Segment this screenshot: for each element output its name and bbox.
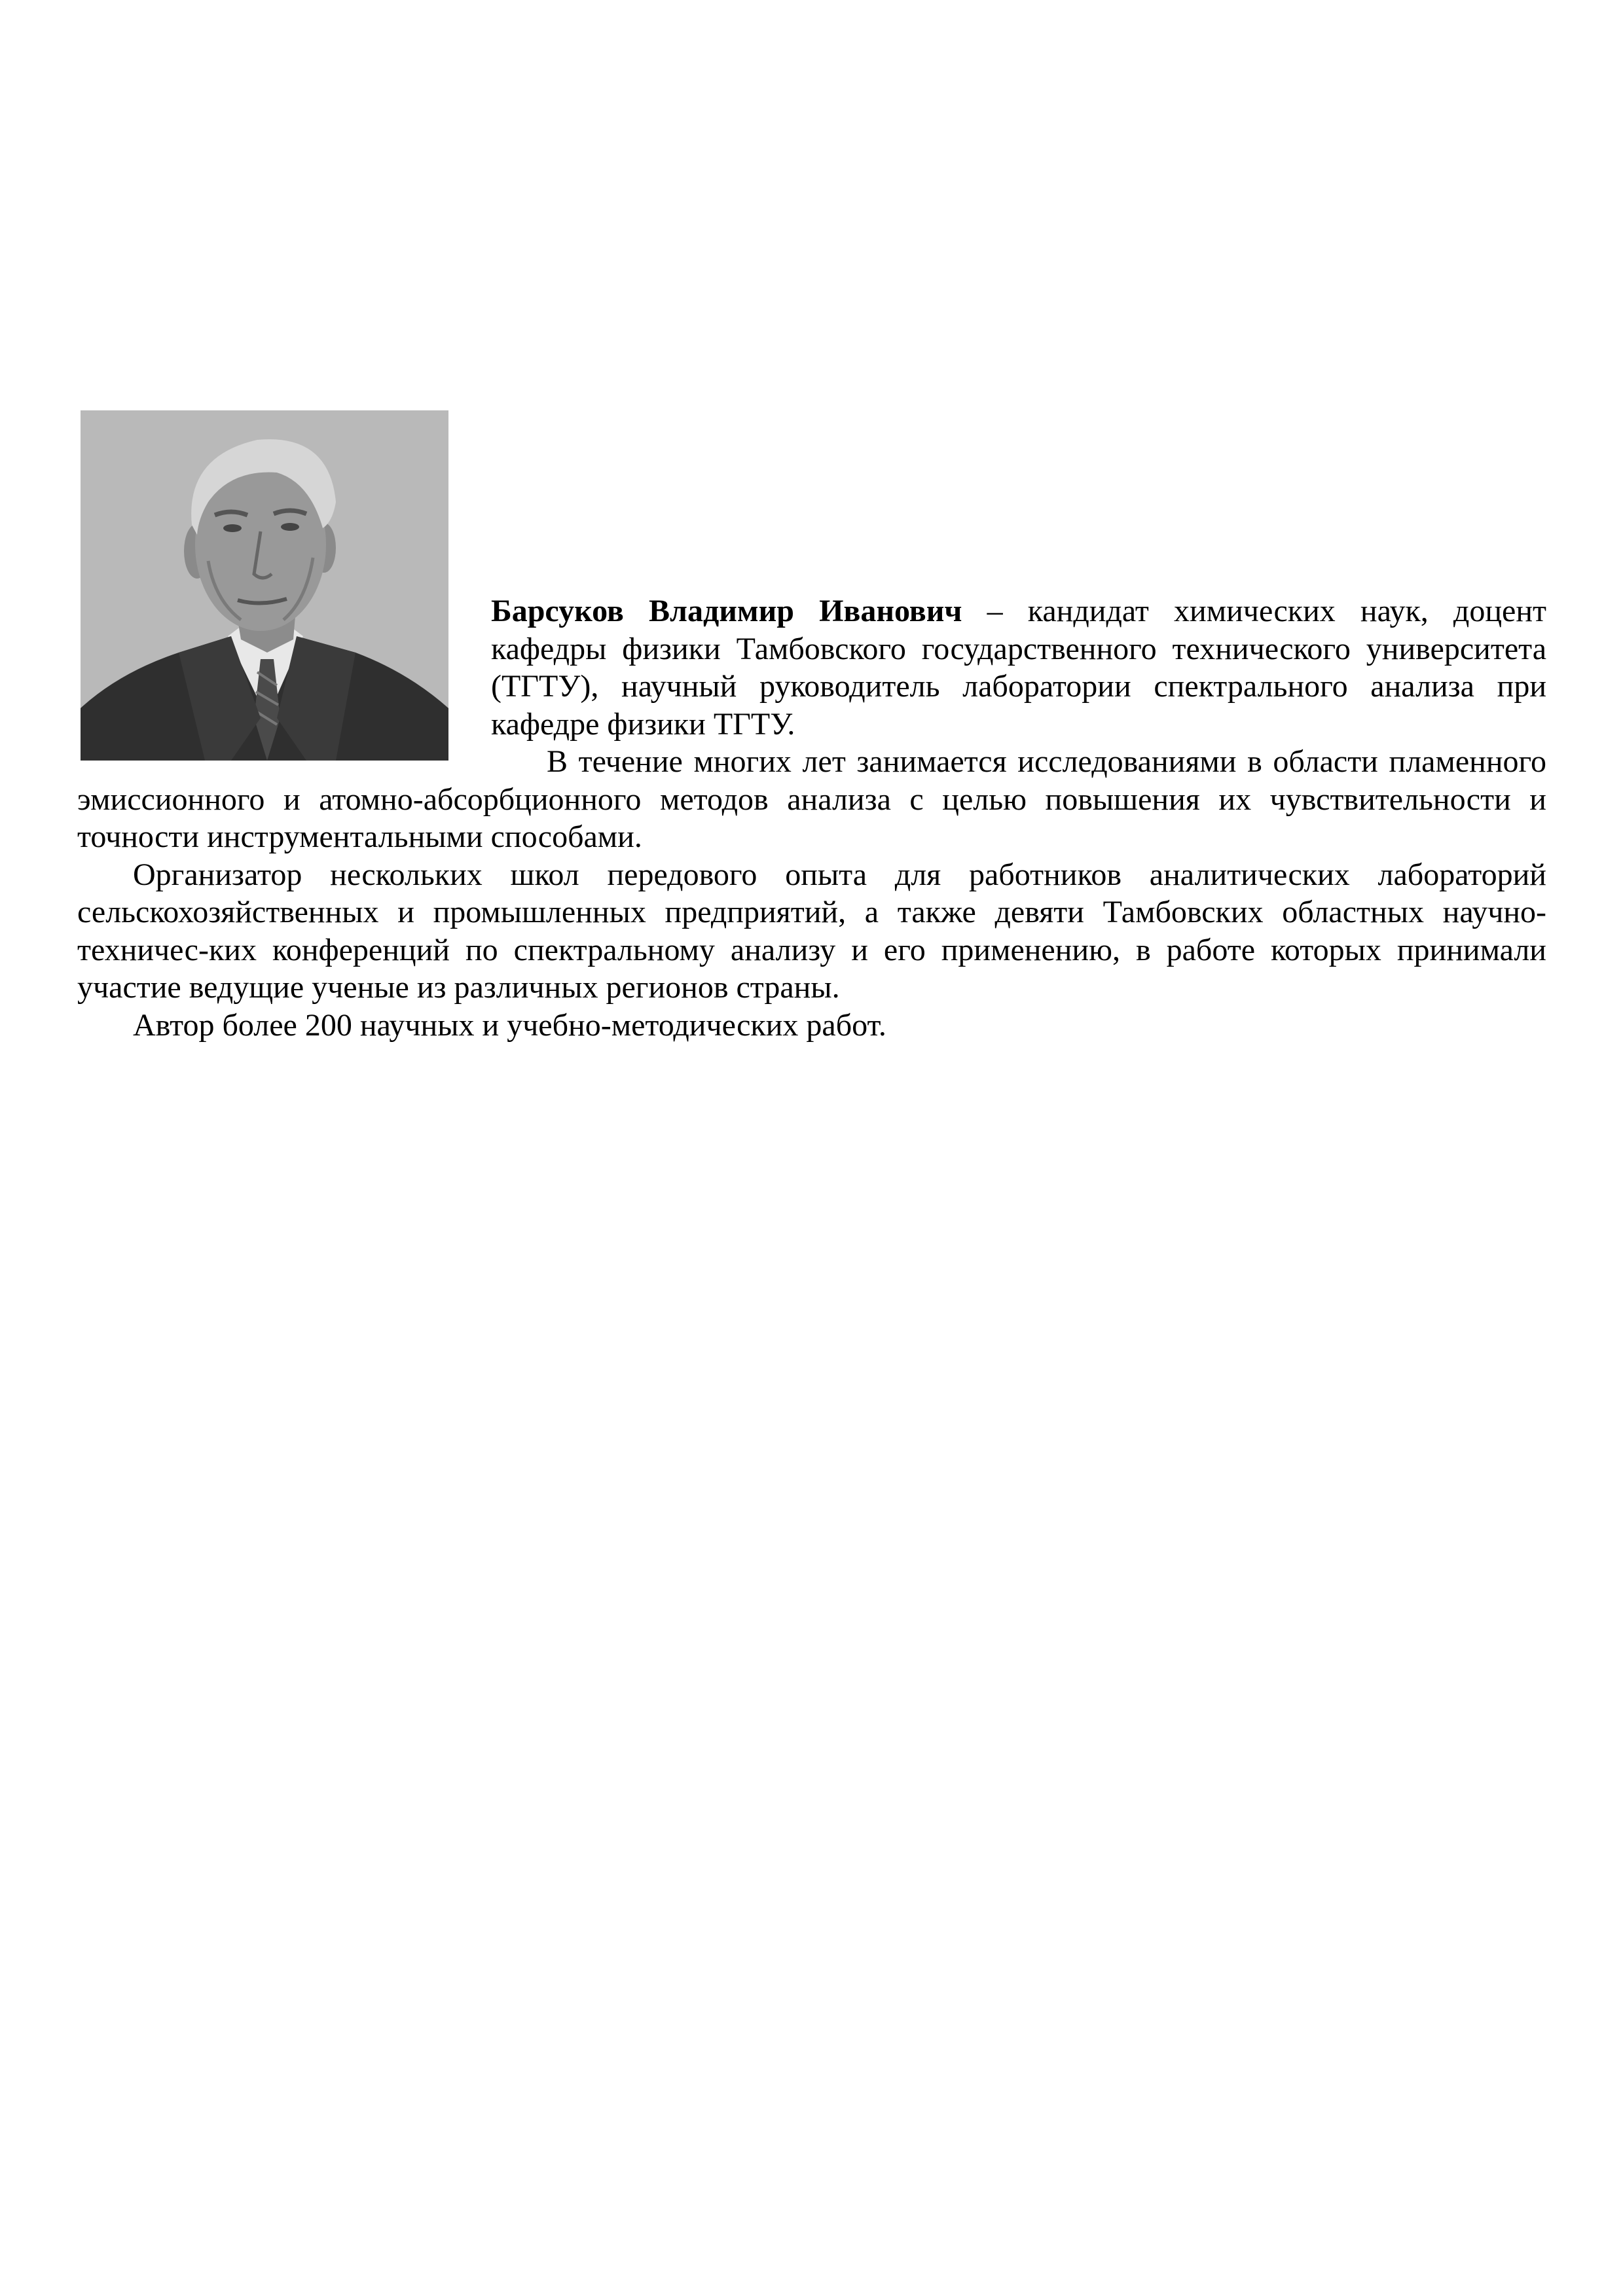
person-name: Барсуков Владимир Иванович (491, 594, 962, 628)
bio-intro-text: – кандидат химических наук, доцент кафедры физики Тамбовского государственного технического университета (ТГТУ), научный руководитель лаборатории спектрального анализа при кафедре физики ТГТУ. (491, 594, 1547, 742)
works-paragraph: Автор более 200 научных и учебно-методических работ. (133, 1007, 886, 1043)
organizer-paragraph: Организатор нескольких школ передового опыта для работников аналитических лабораторий сельскохозяйственных и промышленных предприятий, а также девяти Тамбовских областных научно-техничес-ких конференций по спектральному анализу и его применению, в работе которых принимали участие ведущие ученые из различных регионов страны. (77, 857, 1546, 1005)
biography-text (77, 592, 1546, 1044)
bio-intro-paragraph (491, 592, 1546, 743)
research-paragraph: В течение многих лет занимается исследованиями в области пламенного эмиссионного и атомно-абсорбционного методов анализа с целью повышения их чувствительности и точности инструментальными способами. (77, 744, 1546, 854)
